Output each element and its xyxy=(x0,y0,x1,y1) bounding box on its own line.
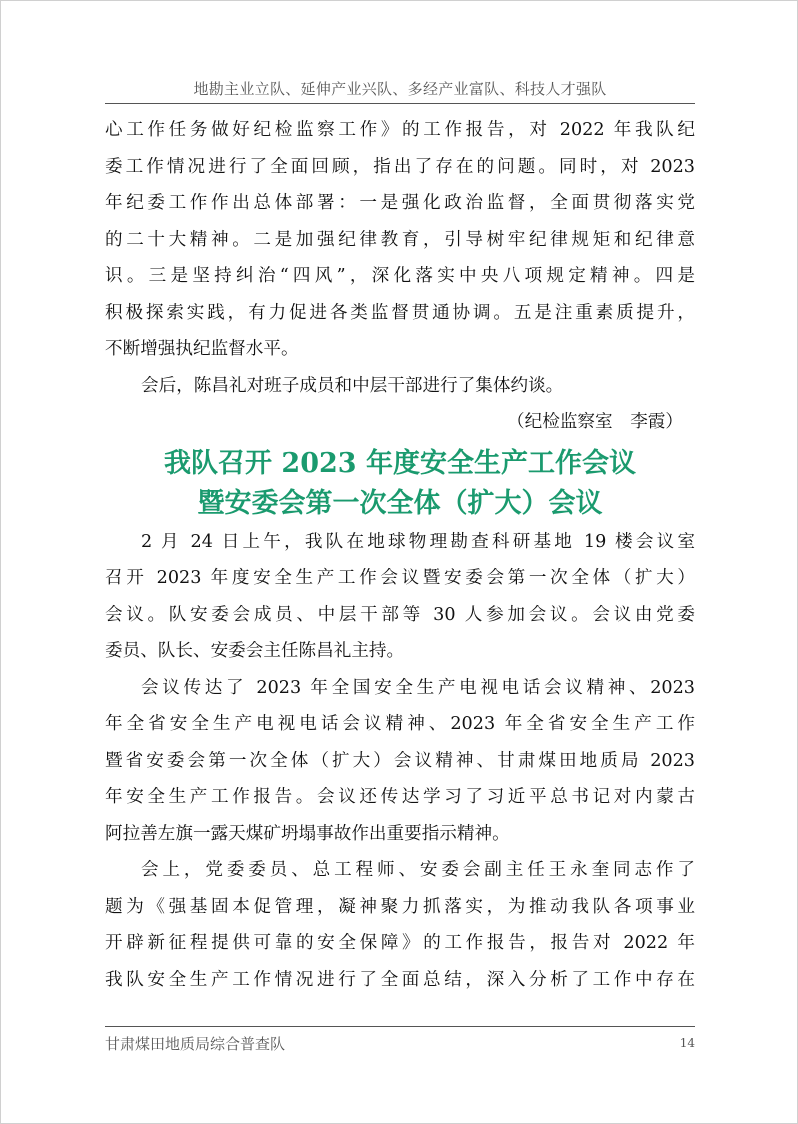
article-title xyxy=(105,444,695,524)
paragraph-line: 会议。队安委会成员、中层干部等 30 人参加会议。会议由党委 xyxy=(105,604,695,625)
byline: （纪检监察室 李霞） xyxy=(507,412,683,432)
paragraph-line: 的二十大精神。二是加强纪律教育，引导树牢纪律规矩和纪律意 xyxy=(105,229,695,250)
article-paragraph-2 xyxy=(105,670,695,853)
article-title-line-1: 我队召开 2023 年度安全生产工作会议 xyxy=(164,447,636,479)
header-divider xyxy=(105,103,695,104)
paragraph-line: 会上，党委委员、总工程师、安委会副主任王永奎同志作了 xyxy=(141,860,695,880)
article-paragraph-3 xyxy=(105,852,695,998)
paragraph-line: 会议传达了 2023 年全国安全生产电视电话会议精神、2023 xyxy=(141,677,695,698)
article-title-line-2: 暨安委会第一次全体（扩大）会议 xyxy=(197,487,603,519)
paragraph-line: 开辟新征程提供可靠的安全保障》的工作报告，报告对 2022 年 xyxy=(105,933,695,953)
closing-paragraph: 会后，陈昌礼对班子成员和中层干部进行了集体约谈。 xyxy=(141,375,564,396)
paragraph-line: 暨省安委会第一次全体（扩大）会议精神、甘肃煤田地质局 2023 xyxy=(105,750,695,771)
paragraph-line: 召开 2023 年度安全生产工作会议暨安委会第一次全体（扩大） xyxy=(105,568,695,588)
paragraph-line: 年全省安全生产电视电话会议精神、2023 年全省安全生产工作 xyxy=(105,714,695,734)
paragraph-line: 2 月 24 日上午，我队在地球物理勘查科研基地 19 楼会议室 xyxy=(141,531,695,552)
running-header: 地勘主业立队、延伸产业兴队、多经产业富队、科技人才强队 xyxy=(193,80,607,98)
page-body xyxy=(105,112,695,998)
paragraph-line: 委员、队长、安委会主任陈昌礼主持。 xyxy=(105,641,405,661)
paragraph-line: 年安全生产工作报告。会议还传达学习了习近平总书记对内蒙古 xyxy=(105,787,695,807)
paragraph-line: 年纪委工作作出总体部署：一是强化政治监督，全面贯彻落实党 xyxy=(105,193,695,213)
paragraph-line: 积极探索实践，有力促进各类监督贯通协调。五是注重素质提升， xyxy=(105,302,695,323)
paragraph-line: 识。三是坚持纠治“四风”，深化落实中央八项规定精神。四是 xyxy=(105,266,695,286)
paragraph-line: 不断增强执纪监督水平。 xyxy=(105,339,299,359)
article-paragraph-1 xyxy=(105,524,695,670)
paragraph-line: 我队安全生产工作情况进行了全面总结，深入分析了工作中存在 xyxy=(105,969,695,990)
paragraph-line: 题为《强基固本促管理，凝神聚力抓落实，为推动我队各项事业 xyxy=(105,896,695,917)
paragraph-line: 心工作任务做好纪检监察工作》的工作报告，对 2022 年我队纪 xyxy=(105,120,695,140)
continued-paragraph xyxy=(105,112,695,368)
paragraph-line: 阿拉善左旗一露天煤矿坍塌事故作出重要指示精神。 xyxy=(105,823,510,844)
footer-divider xyxy=(105,1026,695,1027)
footer-organization: 甘肃煤田地质局综合普查队 xyxy=(105,1035,286,1053)
page-number: 14 xyxy=(679,1036,695,1050)
paragraph-line: 委工作情况进行了全面回顾，指出了存在的问题。同时，对 2023 xyxy=(105,156,695,177)
